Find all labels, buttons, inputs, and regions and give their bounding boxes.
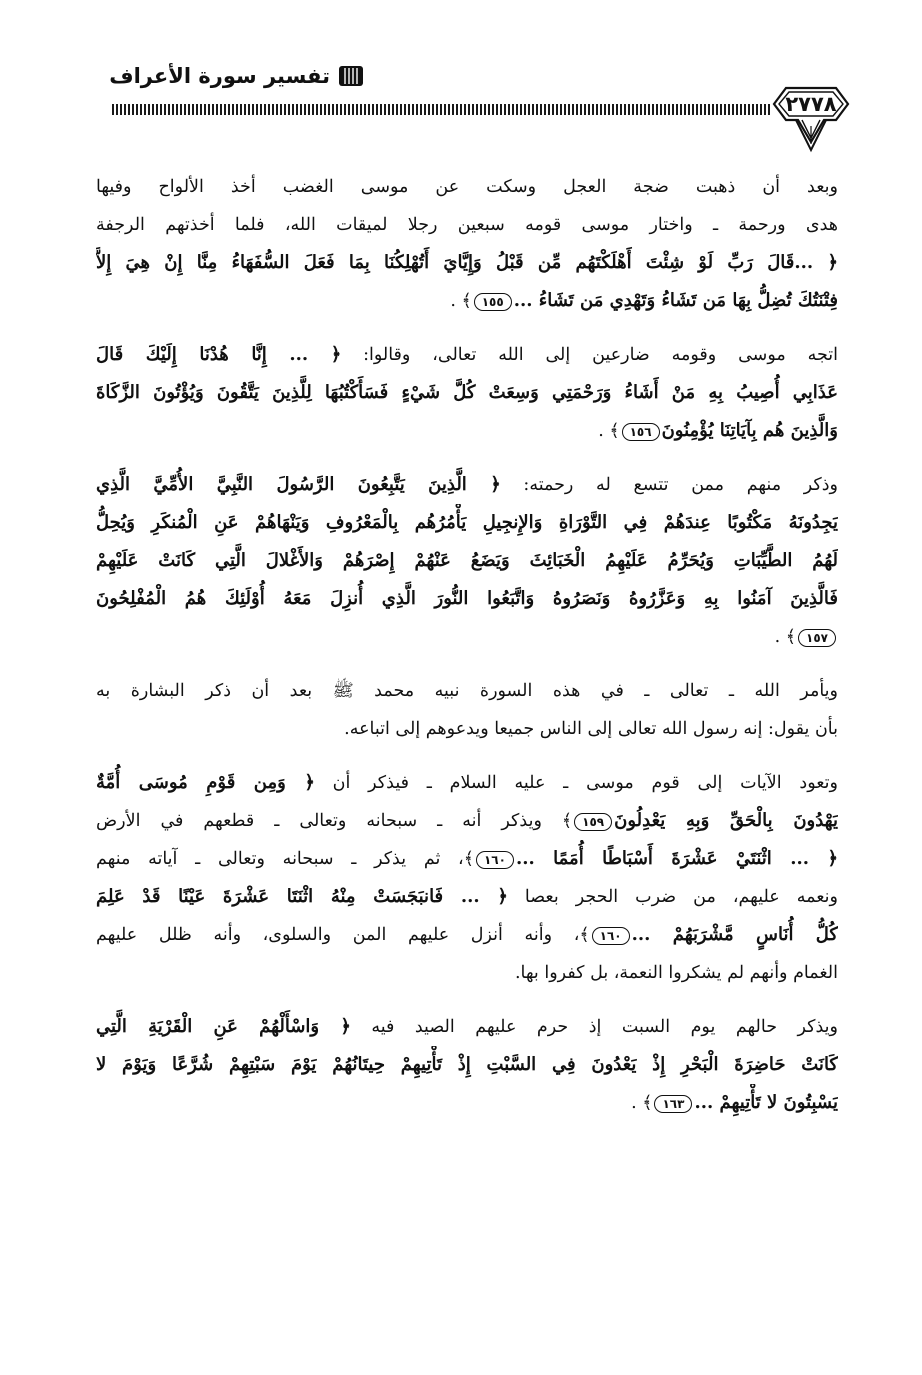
quran-quote: كُلُّ أُنَاسٍ مَّشْرَبَهُمْ ... bbox=[631, 924, 838, 945]
commentary-text: ﴾، ثم يذكر ـ سبحانه وتعالى ـ آياته منهم bbox=[96, 849, 474, 869]
commentary-text: وبعد أن ذهبت ضجة العجل وسكت عن موسى الغضب أخذ الألواح وفيها bbox=[96, 177, 838, 197]
text-line bbox=[96, 412, 838, 450]
page-number: ٢٧٧٨ bbox=[785, 92, 837, 116]
text-line bbox=[96, 878, 838, 916]
commentary-text: الغمام وأنهم لم يشكروا النعمة، بل كفروا بها. bbox=[514, 963, 838, 983]
text-line bbox=[96, 374, 838, 412]
text-line bbox=[96, 840, 838, 878]
text-line bbox=[96, 710, 838, 748]
text-line bbox=[96, 1008, 838, 1046]
quran-quote: ﴿ ... اثْنَتَيْ عَشْرَةَ أَسْبَاطًا أُمَمًا ... bbox=[515, 848, 838, 869]
quran-quote: يَجِدُونَهُ مَكْتُوبًا عِندَهُمْ فِي التَّوْرَاةِ وَالإِنجِيلِ يَأْمُرُهُم بِالْمَعْرُوفِ وَيَنْهَاهُمْ عَنِ الْمُنكَرِ وَيُحِلُّ bbox=[96, 512, 838, 533]
text-line bbox=[96, 168, 838, 206]
paragraph bbox=[96, 672, 838, 748]
quran-quote: ﴿ ... فَانبَجَسَتْ مِنْهُ اثْنَتَا عَشْرَةَ عَيْنًا قَدْ عَلِمَ bbox=[96, 886, 508, 907]
running-title: تفسير سورة الأعراف bbox=[109, 64, 330, 88]
text-line bbox=[96, 1084, 838, 1122]
commentary-text: اتجه موسى وقومه ضارعين إلى الله تعالى، وقالوا: bbox=[341, 345, 838, 365]
commentary-text: ﴾ . bbox=[598, 421, 620, 441]
title-ornament-icon bbox=[336, 62, 366, 90]
commentary-text: ﴾ ويذكر أنه ـ سبحانه وتعالى ـ قطعهم في الأرض bbox=[96, 811, 573, 831]
commentary-text: ﴾ . bbox=[774, 627, 797, 647]
quran-quote: ﴿ وَاسْأَلْهُمْ عَنِ الْقَرْيَةِ الَّتِي bbox=[96, 1016, 351, 1037]
text-line bbox=[96, 1046, 838, 1084]
text-line bbox=[96, 672, 838, 710]
verse-number: ١٦٣ bbox=[654, 1095, 692, 1113]
paragraph bbox=[96, 336, 838, 450]
text-line bbox=[96, 764, 838, 802]
verse-number: ١٥٦ bbox=[622, 423, 660, 441]
quran-quote: فَالَّذِينَ آمَنُوا بِهِ وَعَزَّرُوهُ وَنَصَرُوهُ وَاتَّبَعُوا النُّورَ الَّذِي أُنزِلَ مَعَهُ أُوْلَئِكَ هُمُ الْمُفْلِحُونَ bbox=[96, 588, 838, 609]
commentary-text: ﴾، وأنه أنزل عليهم المن والسلوى، وأنه ظلل عليهم bbox=[96, 925, 590, 945]
text-line bbox=[96, 580, 838, 618]
commentary-text: وذكر منهم ممن تتسع له رحمته: bbox=[500, 475, 838, 495]
body-text bbox=[96, 168, 838, 1138]
commentary-text: ونعمه عليهم، من ضرب الحجر بعصا bbox=[507, 887, 838, 907]
quran-quote: ﴿ وَمِن قَوْمِ مُوسَى أُمَّةٌ bbox=[96, 772, 315, 793]
paragraph bbox=[96, 764, 838, 992]
text-line bbox=[96, 206, 838, 244]
text-line bbox=[96, 542, 838, 580]
text-line bbox=[96, 504, 838, 542]
text-line bbox=[96, 802, 838, 840]
paragraph bbox=[96, 168, 838, 320]
quran-quote: ﴿ ... إِنَّا هُدْنَا إِلَيْكَ قَالَ bbox=[96, 344, 342, 365]
commentary-text: ﴾ . bbox=[450, 291, 472, 311]
paragraph bbox=[96, 1008, 838, 1122]
page-header bbox=[0, 0, 922, 160]
quran-quote: لَهُمُ الطَّيِّبَاتِ وَيُحَرِّمُ عَلَيْهِمُ الْخَبَائِثَ وَيَضَعُ عَنْهُمْ إِصْرَهُمْ وَالأَغْلالَ الَّتِي كَانَتْ عَلَيْهِمْ bbox=[96, 550, 838, 571]
verse-number: ١٥٥ bbox=[474, 293, 512, 311]
header-rule bbox=[112, 104, 772, 115]
quran-quote: فِتْنَتُكَ تُضِلُّ بِهَا مَن تَشَاءُ وَتَهْدِي مَن تَشَاءُ ... bbox=[513, 290, 838, 311]
quran-quote: يَهْدُونَ بِالْحَقِّ وَبِهِ يَعْدِلُونَ bbox=[614, 810, 838, 831]
text-line bbox=[96, 954, 838, 992]
text-line bbox=[96, 282, 838, 320]
text-line bbox=[96, 336, 838, 374]
quran-quote: عَذَابِي أُصِيبُ بِهِ مَنْ أَشَاءُ وَرَحْمَتِي وَسِعَتْ كُلَّ شَيْءٍ فَسَأَكْتُبُهَا لِلَّذِينَ يَتَّقُونَ وَيُؤْتُونَ الزَّكَاةَ bbox=[96, 382, 838, 403]
verse-number: ١٦٠ bbox=[476, 851, 514, 869]
text-line bbox=[96, 916, 838, 954]
commentary-text: بأن يقول: إنه رسول الله تعالى إلى الناس جميعا ويدعوهم إلى اتباعه. bbox=[344, 719, 838, 739]
commentary-text: ويذكر حالهم يوم السبت إذ حرم عليهم الصيد فيه bbox=[350, 1017, 838, 1037]
commentary-text: هدى ورحمة ـ واختار موسى قومه سبعين رجلا لميقات الله، فلما أخذتهم الرجفة bbox=[96, 215, 838, 235]
commentary-text: وتعود الآيات إلى قوم موسى ـ عليه السلام ـ فيذكر أن bbox=[314, 773, 838, 793]
text-line bbox=[96, 466, 838, 504]
verse-number: ١٥٧ bbox=[798, 629, 836, 647]
quran-quote: ﴿ الَّذِينَ يَتَّبِعُونَ الرَّسُولَ النَّبِيَّ الأُمِّيَّ الَّذِي bbox=[96, 474, 501, 495]
verse-number: ١٦٠ bbox=[592, 927, 630, 945]
quran-quote: يَسْبِتُونَ لا تَأْتِيهِمْ ... bbox=[694, 1092, 838, 1113]
text-line bbox=[96, 244, 838, 282]
text-line bbox=[96, 618, 838, 656]
quran-quote: ﴿ ...قَالَ رَبِّ لَوْ شِئْتَ أَهْلَكْتَهُم مِّن قَبْلُ وَإِيَّايَ أَتُهْلِكُنَا بِمَا فَعَلَ السُّفَهَاءُ مِنَّا إِنْ هِيَ إِلاَّ bbox=[96, 252, 838, 273]
verse-number: ١٥٩ bbox=[574, 813, 612, 831]
commentary-text: ﴾ . bbox=[631, 1093, 653, 1113]
paragraph bbox=[96, 466, 838, 656]
quran-quote: وَالَّذِينَ هُم بِآيَاتِنَا يُؤْمِنُونَ bbox=[661, 420, 838, 441]
quran-quote: كَانَتْ حَاضِرَةَ الْبَحْرِ إِذْ يَعْدُونَ فِي السَّبْتِ إِذْ تَأْتِيهِمْ حِيتَانُهُمْ يَوْمَ سَبْتِهِمْ شُرَّعًا وَيَوْمَ لا bbox=[96, 1054, 838, 1075]
commentary-text: ويأمر الله ـ تعالى ـ في هذه السورة نبيه محمد ﷺ بعد أن ذكر البشارة به bbox=[96, 681, 838, 701]
